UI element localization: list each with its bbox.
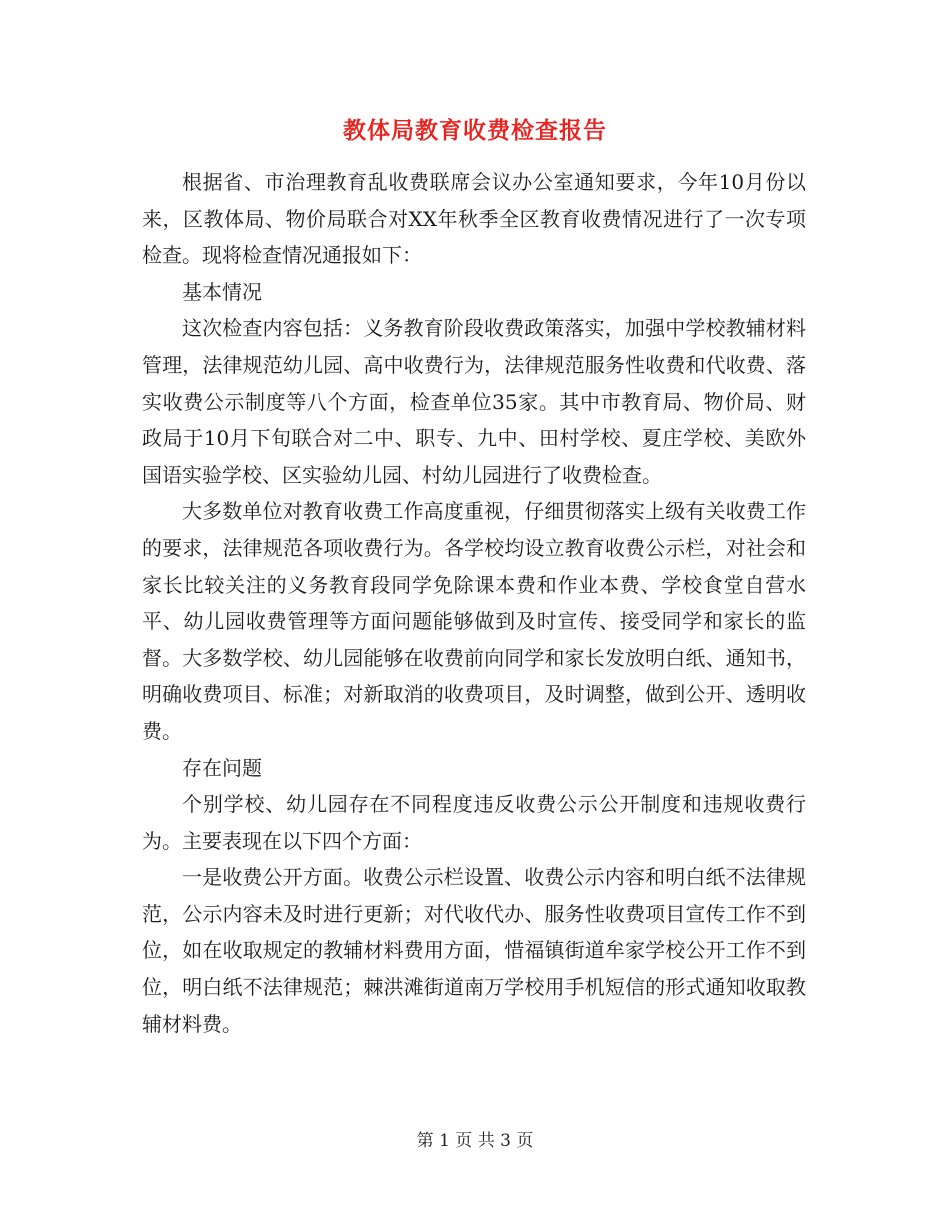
document-body [142, 164, 806, 1042]
section-heading-basic: 基本情况 [182, 279, 262, 304]
document-title: 教体局教育收费检查报告 [343, 117, 607, 144]
paragraph-findings: 大多数单位对教育收费工作高度重视，仔细贯彻落实上级有关收费工作的要求，法律规范各项收费行为。各学校均设立教育收费公示栏，对社会和家长比较关注的义务教育段同学免除课本费和作业本费、学校食堂自营水平、幼儿园收费管理等方面问题能够做到及时宣传、接受同学和家长的监督。大多数学校、幼儿园能够在收费前向同学和家长发放明白纸、通知书，明确收费项目、标准；对新取消的收费项目，及时调整，做到公开、透明收费。 [142, 499, 806, 743]
page-number-footer: 第 1 页 共 3 页 [416, 1131, 534, 1151]
paragraph-intro: 根据省、市治理教育乱收费联席会议办公室通知要求，今年10月份以来，区教体局、物价局联合对XX年秋季全区教育收费情况进行了一次专项检查。现将检查情况通报如下： [142, 170, 806, 268]
paragraph-problem-one: 一是收费公开方面。收费公示栏设置、收费公示内容和明白纸不法律规范，公示内容未及时进行更新；对代收代办、服务性收费项目宣传工作不到位，如在收取规定的教辅材料费用方面，惜福镇街道牟家学校公开工作不到位，明白纸不法律规范；棘洪滩街道南万学校用手机短信的形式通知收取教辅材料费。 [142, 865, 806, 1036]
paragraph-scope: 这次检查内容包括：义务教育阶段收费政策落实，加强中学校教辅材料管理，法律规范幼儿园、高中收费行为，法律规范服务性收费和代收费、落实收费公示制度等八个方面，检查单位35家。其中市教育局、物价局、财政局于10月下旬联合对二中、职专、九中、田村学校、夏庄学校、美欧外国语实验学校、区实验幼儿园、村幼儿园进行了收费检查。 [142, 316, 806, 487]
paragraph-problems-intro: 个别学校、幼儿园存在不同程度违反收费公示公开制度和违规收费行为。主要表现在以下四个方面： [142, 792, 806, 853]
section-heading-problems: 存在问题 [182, 755, 262, 780]
